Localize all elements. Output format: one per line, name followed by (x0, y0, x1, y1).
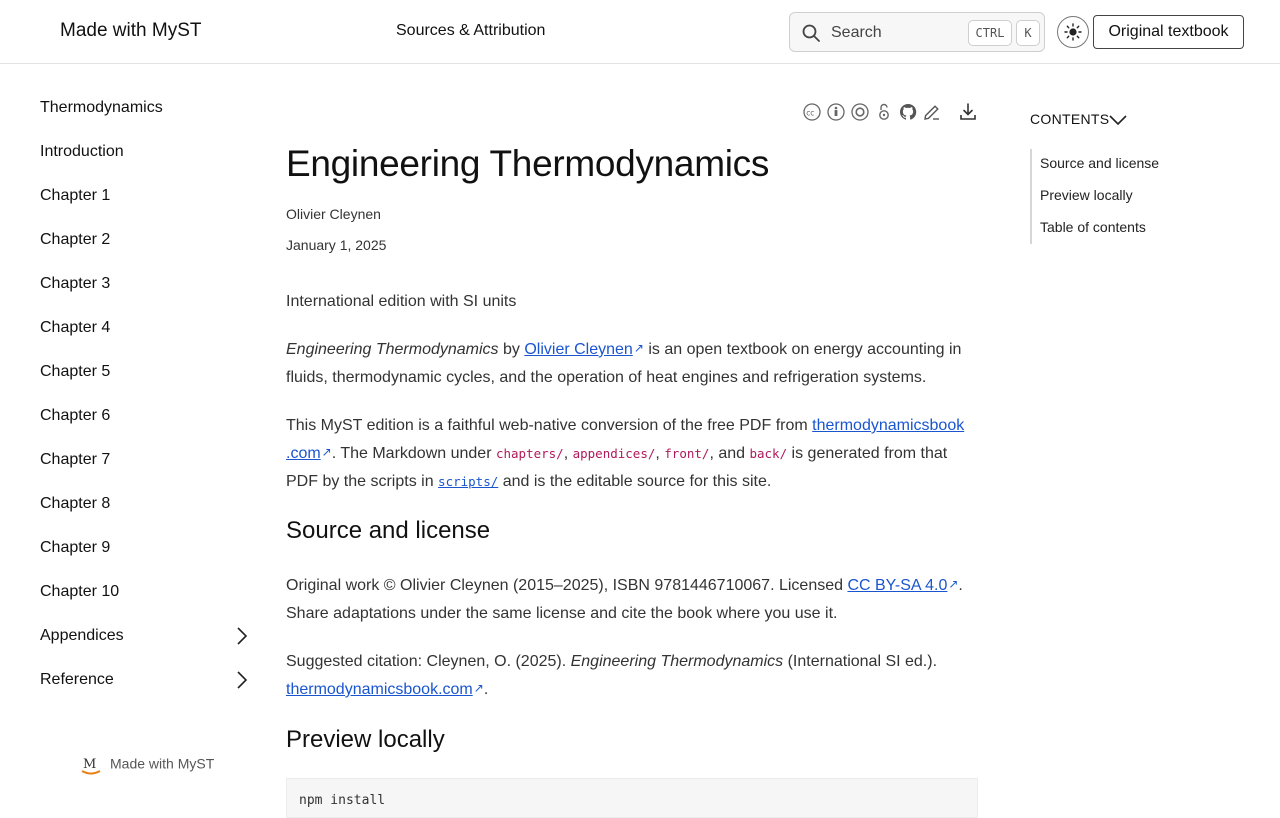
code-block (286, 778, 978, 818)
author-name: Olivier Cleynen (286, 206, 381, 222)
code-back: back/ (749, 446, 788, 461)
shortcut-ctrl-key: CTRL (968, 20, 1012, 46)
sidebar-item-chapter-2[interactable]: Chapter 2 (40, 231, 111, 248)
shortcut-k-key: K (1016, 20, 1040, 46)
open-access-icon[interactable] (874, 102, 894, 122)
sidebar-item-appendices[interactable] (40, 624, 260, 668)
thermodynamicsbook-link[interactable]: thermodynamicsbook.com (286, 681, 473, 698)
theme-toggle-button[interactable] (1057, 16, 1089, 48)
toc-item-table-of-contents[interactable]: Table of contents (1040, 219, 1146, 235)
share-alike-icon[interactable] (850, 102, 870, 122)
search-box[interactable] (789, 12, 1045, 52)
github-icon[interactable] (898, 102, 918, 122)
toc-heading[interactable] (1030, 111, 1109, 127)
code-line: npm install (299, 793, 386, 808)
link-text: .com (286, 445, 321, 462)
sidebar-item-chapter-6[interactable]: Chapter 6 (40, 407, 111, 424)
license-paragraph (286, 572, 976, 628)
text: Original work © Olivier Cleynen (2015–2025), ISBN 9781446710067. Licensed (286, 577, 848, 594)
sidebar-nav (40, 96, 260, 712)
sidebar-item-chapter-10[interactable]: Chapter 10 (40, 583, 120, 600)
sidebar-item-reference[interactable] (40, 668, 260, 712)
text: . The Markdown under (331, 445, 496, 462)
text: is an open textbook on energy accounting in fluids, thermodynamic cycles, and the operation of heat engines and refrigeration systems. (286, 341, 962, 386)
sidebar-item-chapter-9[interactable]: Chapter 9 (40, 539, 111, 556)
toc-item-preview-locally[interactable]: Preview locally (1040, 187, 1133, 203)
made-with-myst-footer[interactable] (80, 754, 214, 776)
sun-icon (1064, 23, 1082, 41)
text: is generated from that PDF by the scripts in (286, 445, 948, 490)
download-icon[interactable] (958, 102, 978, 122)
creative-commons-icon[interactable] (802, 102, 822, 122)
svg-text:M: M (83, 757, 97, 772)
text: and is the editable source for this site. (498, 473, 772, 490)
sidebar-item-chapter-8[interactable]: Chapter 8 (40, 495, 111, 512)
text: , (563, 445, 573, 462)
code-appendices: appendices/ (572, 446, 656, 461)
chevron-down-icon (1108, 111, 1128, 129)
cc-by-sa-link[interactable]: CC BY-SA 4.0 (847, 577, 948, 594)
search-icon (801, 23, 821, 43)
external-link-icon: ↗ (633, 341, 644, 355)
text: , and (709, 445, 750, 462)
sidebar-item-label: Reference (40, 671, 114, 688)
text: . (483, 681, 489, 698)
sidebar-item-thermodynamics[interactable]: Thermodynamics (40, 99, 163, 116)
brand-link[interactable]: Made with MyST (60, 20, 202, 41)
section-heading-source-license: Source and license (286, 517, 491, 544)
text: , (655, 445, 665, 462)
toc-list (1030, 149, 1230, 244)
edition-paragraph: International edition with SI units (286, 293, 517, 310)
sidebar-item-chapter-5[interactable]: Chapter 5 (40, 363, 111, 380)
sidebar-item-introduction[interactable]: Introduction (40, 143, 124, 160)
chevron-right-icon[interactable] (232, 624, 252, 648)
text: Suggested citation: Cleynen, O. (2025). (286, 653, 571, 670)
external-link-icon: ↗ (321, 445, 332, 459)
original-textbook-button[interactable]: Original textbook (1093, 15, 1244, 49)
text: . Share adaptations under the same license and cite the book where you use it. (286, 577, 963, 622)
toc-heading-label: CONTENTS (1030, 111, 1110, 127)
link-text: thermodynamicsbook (812, 417, 965, 434)
myst-logo-icon (80, 754, 102, 776)
edit-icon[interactable] (922, 102, 942, 122)
text: (International SI ed.). (783, 653, 938, 670)
toc-item-source-license[interactable]: Source and license (1040, 155, 1160, 171)
sidebar-item-chapter-1[interactable]: Chapter 1 (40, 187, 111, 204)
scripts-link[interactable]: scripts/ (438, 474, 499, 489)
sidebar-item-chapter-7[interactable]: Chapter 7 (40, 451, 111, 468)
search-placeholder: Search (831, 24, 882, 41)
publish-date: January 1, 2025 (286, 237, 387, 253)
external-link-icon: ↗ (473, 681, 484, 695)
code-chapters: chapters/ (495, 446, 564, 461)
citation-paragraph (286, 648, 976, 704)
sidebar-item-label: Appendices (40, 627, 124, 644)
nav-sources-attribution[interactable]: Sources & Attribution (396, 22, 546, 39)
made-with-myst-label: Made with MyST (110, 755, 215, 772)
sidebar-item-chapter-4[interactable]: Chapter 4 (40, 319, 111, 336)
intro-paragraph (286, 336, 976, 392)
page-title: Engineering Thermodynamics (286, 143, 770, 184)
section-heading-preview-locally: Preview locally (286, 726, 445, 753)
sidebar-item-chapter-3[interactable]: Chapter 3 (40, 275, 111, 292)
myst-paragraph (286, 412, 976, 496)
text: by (498, 341, 525, 358)
external-link-icon: ↗ (948, 577, 959, 591)
book-title: Engineering Thermodynamics (286, 341, 499, 358)
chevron-right-icon[interactable] (232, 668, 252, 692)
svg-text:cc: cc (806, 108, 815, 118)
attribution-icon[interactable] (826, 102, 846, 122)
text: This MyST edition is a faithful web-native conversion of the free PDF from (286, 417, 813, 434)
book-title: Engineering Thermodynamics (570, 653, 784, 670)
author-link[interactable]: Olivier Cleynen (524, 341, 633, 358)
top-bar (0, 0, 1280, 64)
code-front: front/ (664, 446, 710, 461)
